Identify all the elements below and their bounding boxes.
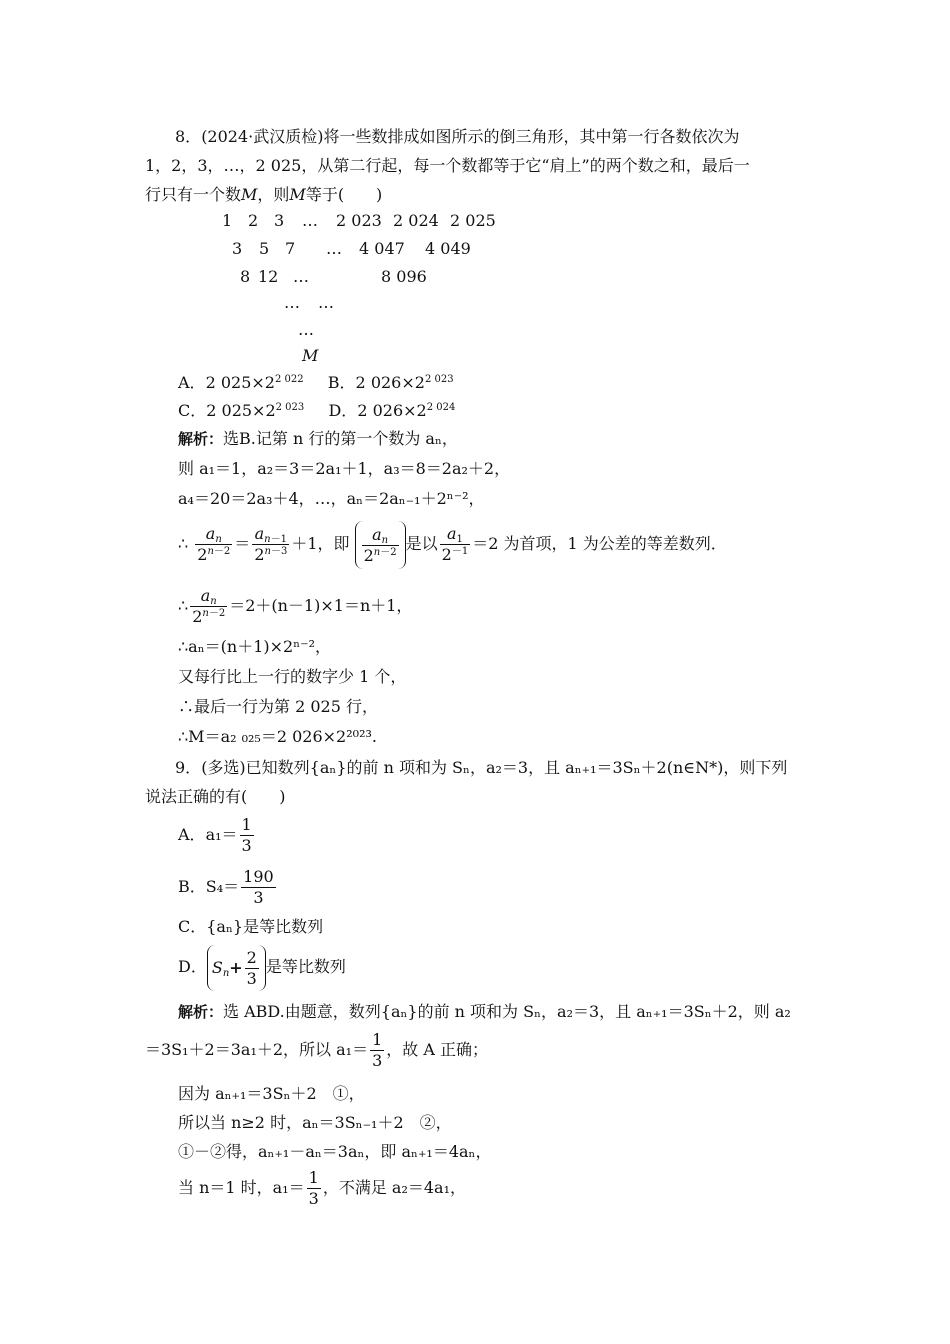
q8-option-c[interactable]: C．2 $025\times 2^{2 023}$ bbox=[178, 401, 305, 420]
tri-r1-c4: … bbox=[302, 211, 318, 230]
q9-solution-6: 当 n＝1 时，a₁＝ $\frac{1}{3}$ ，不满足 a₂＝4a₁， bbox=[178, 1168, 466, 1208]
sequence-brace: $\frac{a_n}{2^{n-2}}$ bbox=[355, 521, 406, 569]
q8-line2: 1，2，3，…，2 025，从第二行起，每一个数都等于它“肩上”的两个数之和，最后一 bbox=[145, 156, 750, 175]
q9-solution-1: 解析：选 ABD.由题意，数列{aₙ}的前 n 项和为 Sₙ，a₂＝3，且 aₙ₊₁＝3Sₙ＋2，则 a₂ bbox=[178, 1002, 791, 1021]
q8-number: 8． bbox=[175, 127, 202, 146]
fraction: $\frac{a_{n-1}}{2^{n-3}}$ bbox=[254, 524, 288, 564]
q9-option-d[interactable]: D． $S_n+$ $\frac{2}{3}$ 是等比数列 bbox=[178, 944, 346, 991]
tri-r1-c7: 2 025 bbox=[450, 211, 496, 230]
tri-r1-c6: 2 024 bbox=[393, 211, 439, 230]
tri-r1-c1: 1 bbox=[222, 211, 233, 230]
fraction: $\frac{1}{3}$ bbox=[241, 815, 252, 855]
fraction: $\frac{a_1}{2^{-1}}$ bbox=[441, 524, 469, 564]
q9-option-a[interactable]: A．a₁＝ $\frac{1}{3}$ bbox=[178, 815, 252, 855]
q8-line3: 行只有一个数M，则M等于( ) bbox=[145, 185, 383, 204]
q9-solution-4: 所以当 n≥2 时，aₙ＝3Sₙ₋₁＋2 ②， bbox=[178, 1113, 452, 1132]
q9-solution-5: ①－②得，aₙ₊₁－aₙ＝3aₙ，即 aₙ₊₁＝4aₙ， bbox=[178, 1142, 492, 1161]
q8-solution-6: ∴aₙ＝(n＋1)×2ⁿ⁻²， bbox=[178, 637, 331, 656]
sequence-brace: $S_n+$ $\frac{2}{3}$ bbox=[207, 945, 266, 991]
tri-r1-c3: 3 bbox=[274, 211, 285, 230]
fraction: $\frac{190}{3}$ bbox=[243, 867, 274, 907]
q9-solution-2: ＝3S₁＋2＝3a₁＋2，所以 a₁＝ $\frac{1}{3}$ ，故 A 正确； bbox=[145, 1030, 489, 1070]
tri-r1-c5: 2 023 bbox=[336, 211, 382, 230]
solution-label: 解析： bbox=[178, 1003, 224, 1021]
tri-r3-c1: 8 bbox=[240, 267, 251, 286]
q9-line1: 9．(多选)已知数列{aₙ}的前 n 项和为 Sₙ，a₂＝3，且 aₙ₊₁＝3Sₙ＋2(n∈N*)，则下列 bbox=[175, 758, 788, 777]
q8-text-1: 将一些数排成如图所示的倒三角形，其中第一行各数依次为 bbox=[323, 127, 740, 146]
q8-options-ab bbox=[178, 372, 454, 394]
fraction: $\frac{a_n}{2^{n-2}}$ bbox=[192, 586, 226, 626]
q8-solution-9: ∴M＝a₂ ₀₂₅＝2 026×2²⁰²³. bbox=[178, 727, 377, 746]
q8-solution-1: 解析：选B.记第 n 行的第一个数为 aₙ， bbox=[178, 429, 458, 448]
tri-r6-m: M bbox=[302, 346, 319, 365]
q9-line2: 说法正确的有( ) bbox=[145, 787, 286, 806]
solution-label: 解析： bbox=[178, 430, 224, 448]
tri-r2-c2: 5 bbox=[259, 239, 270, 258]
tri-r5: … bbox=[298, 320, 314, 339]
tri-r4-c1: … bbox=[284, 293, 300, 312]
q8-source: (2024·武汉质检) bbox=[201, 127, 324, 146]
q8-solution-3: a₄＝20＝2a₃＋4，…，aₙ＝2aₙ₋₁＋2ⁿ⁻²， bbox=[178, 489, 485, 508]
q8-option-a[interactable]: A．2 $025\times 2^{2 022}$ bbox=[178, 373, 304, 392]
tri-r2-c4: … bbox=[326, 239, 342, 258]
tri-r2-c5: 4 047 bbox=[359, 239, 405, 258]
q8-solution-2: 则 a₁＝1，a₂＝3＝2a₁＋1，a₃＝8＝2a₂＋2， bbox=[178, 459, 511, 478]
fraction: $\frac{1}{3}$ bbox=[372, 1030, 383, 1070]
tri-r4-c2: … bbox=[318, 293, 334, 312]
q8-option-d[interactable]: D．2 $026\times 2^{2 024}$ bbox=[328, 401, 456, 420]
q8-solution-7: 又每行比上一行的数字少 1 个， bbox=[178, 667, 407, 686]
fraction: $\frac{a_n}{2^{n-2}}$ bbox=[197, 524, 231, 564]
q9-solution-3: 因为 aₙ₊₁＝3Sₙ＋2 ①， bbox=[178, 1084, 365, 1103]
q8-option-b[interactable]: B．2 $026\times 2^{2 023}$ bbox=[327, 373, 454, 392]
q9-option-b[interactable]: B．S₄＝ $\frac{190}{3}$ bbox=[178, 867, 274, 907]
tri-r2-c1: 3 bbox=[232, 239, 243, 258]
fraction: $\frac{1}{3}$ bbox=[308, 1168, 319, 1208]
q8-solution-8: ∴最后一行为第 2 025 行， bbox=[178, 697, 378, 716]
q8-solution-5: ∴ $\frac{a_n}{2^{n-2}}$ ＝2＋(n－1)×1＝n＋1， bbox=[178, 586, 413, 626]
q8-solution-4: ∴ $\frac{a_n}{2^{n-2}}$ ＝ $\frac{a_{n-1}}{2^{n-3}}$ ＋1，即 $\frac{a_n}{2^{n-2}}$ 是以 $\frac{a_1}{2^{-1}}$ ＝2 为首项，1 为公差的等差数列． bbox=[178, 520, 727, 569]
tri-r2-c3: 7 bbox=[285, 239, 296, 258]
q9-option-c[interactable]: C．{aₙ}是等比数列 bbox=[178, 917, 324, 936]
tri-r3-c3: … bbox=[293, 267, 309, 286]
tri-r3-c2: 12 bbox=[258, 267, 279, 286]
q8-line1 bbox=[175, 126, 740, 148]
q9-number: 9． bbox=[175, 758, 202, 777]
tri-r3-c4: 8 096 bbox=[381, 267, 427, 286]
tri-r1-c2: 2 bbox=[248, 211, 259, 230]
q8-options-cd bbox=[178, 400, 455, 422]
tri-r2-c6: 4 049 bbox=[425, 239, 471, 258]
